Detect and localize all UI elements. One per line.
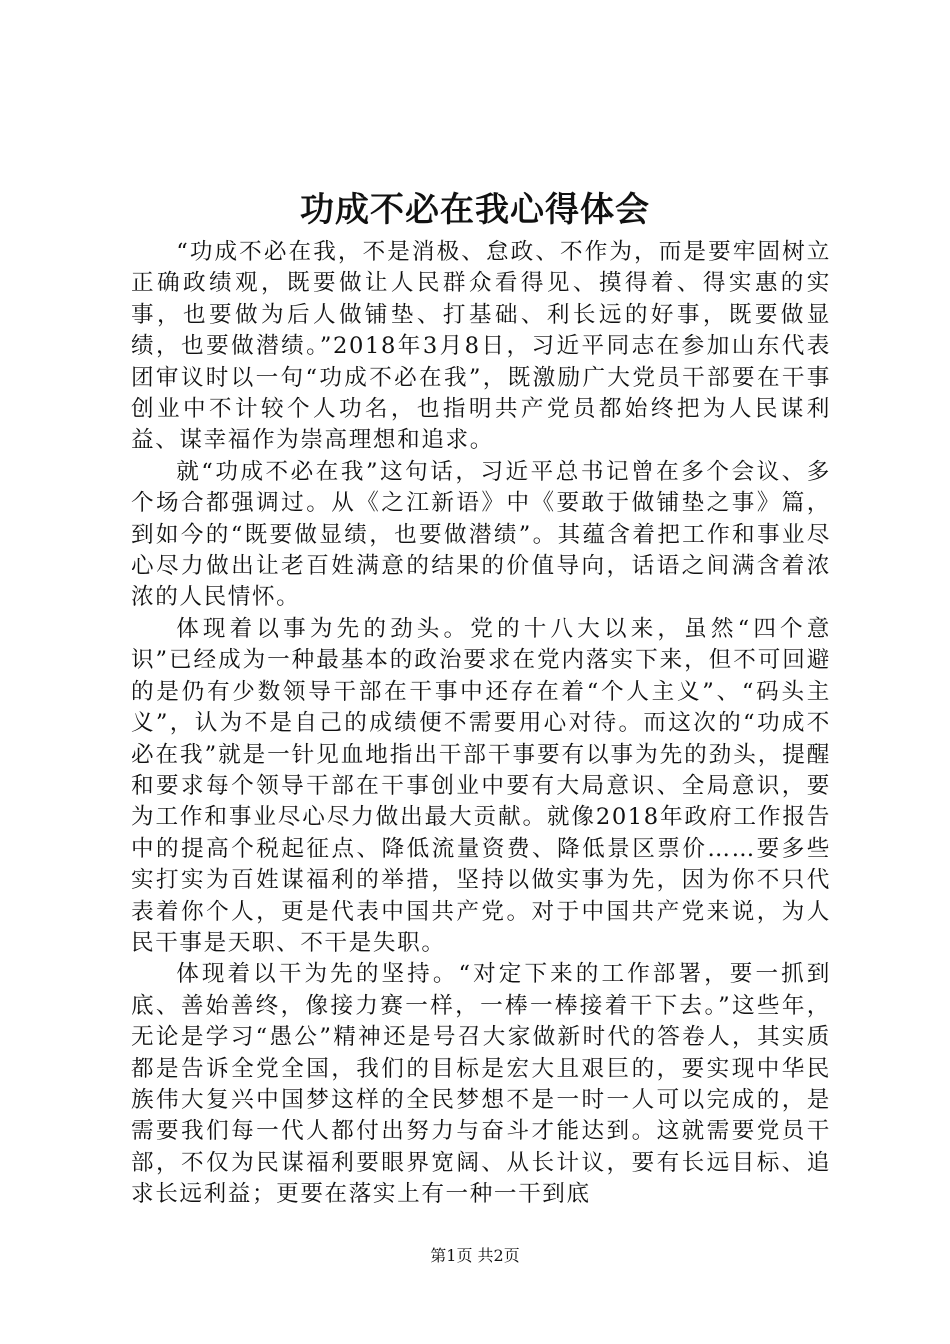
document-body [131, 237, 831, 1211]
paragraph: 体现着以事为先的劲头。党的十八大以来，虽然“四个意识”已经成为一种最基本的政治要求在党内落实下来，但不可回避的是仍有少数领导干部在干事中还存在着“个人主义”、“码头主义”，认为不是自己的成绩便不需要用心对待。而这次的“功成不必在我”就是一针见血地指出干部干事要有以事为先的劲头，提醒和要求每个领导干部在干事创业中要有大局意识、全局意识，要为工作和事业尽心尽力做出最大贡献。就像2018年政府工作报告中的提高个税起征点、降低流量资费、降低景区票价……要多些实打实为百姓谋福利的举措，坚持以做实事为先，因为你不只代表着你个人，更是代表中国共产党。对于中国共产党来说，为人民干事是天职、不干是失职。 [131, 615, 831, 956]
page-indicator: 第1页 共2页 [430, 1246, 520, 1265]
paragraph: 就“功成不必在我”这句话，习近平总书记曾在多个会议、多个场合都强调过。从《之江新语》中《要敢于做铺垫之事》篇，到如今的“既要做显绩，也要做潜绩”。其蕴含着把工作和事业尽心尽力做出让老百姓满意的结果的价值导向，话语之间满含着浓浓的人民情怀。 [131, 458, 831, 611]
paragraph: 体现着以干为先的坚持。“对定下来的工作部署，要一抓到底、善始善终，像接力赛一样，一棒一棒接着干下去。”这些年，无论是学习“愚公”精神还是号召大家做新时代的答卷人，其实质都是告诉全党全国，我们的目标是宏大且艰巨的，要实现中华民族伟大复兴中国梦这样的全民梦想不是一时一人可以完成的，是需要我们每一代人都付出努力与奋斗才能达到。这就需要党员干部，不仅为民谋福利要眼界宽阔、从长计议，要有长远目标、追求长远利益；更要在落实上有一种一干到底 [131, 961, 831, 1208]
paragraph: “功成不必在我，不是消极、怠政、不作为，而是要牢固树立正确政绩观，既要做让人民群众看得见、摸得着、得实惠的实事，也要做为后人做铺垫、打基础、利长远的好事，既要做显绩，也要做潜绩。”2018年3月8日，习近平同志在参加山东代表团审议时以一句“功成不必在我”，既激励广大党员干部要在干事创业中不计较个人功名，也指明共产党员都始终把为人民谋利益、谋幸福作为崇高理想和追求。 [131, 239, 831, 454]
document-title: 功成不必在我心得体会 [300, 190, 650, 230]
